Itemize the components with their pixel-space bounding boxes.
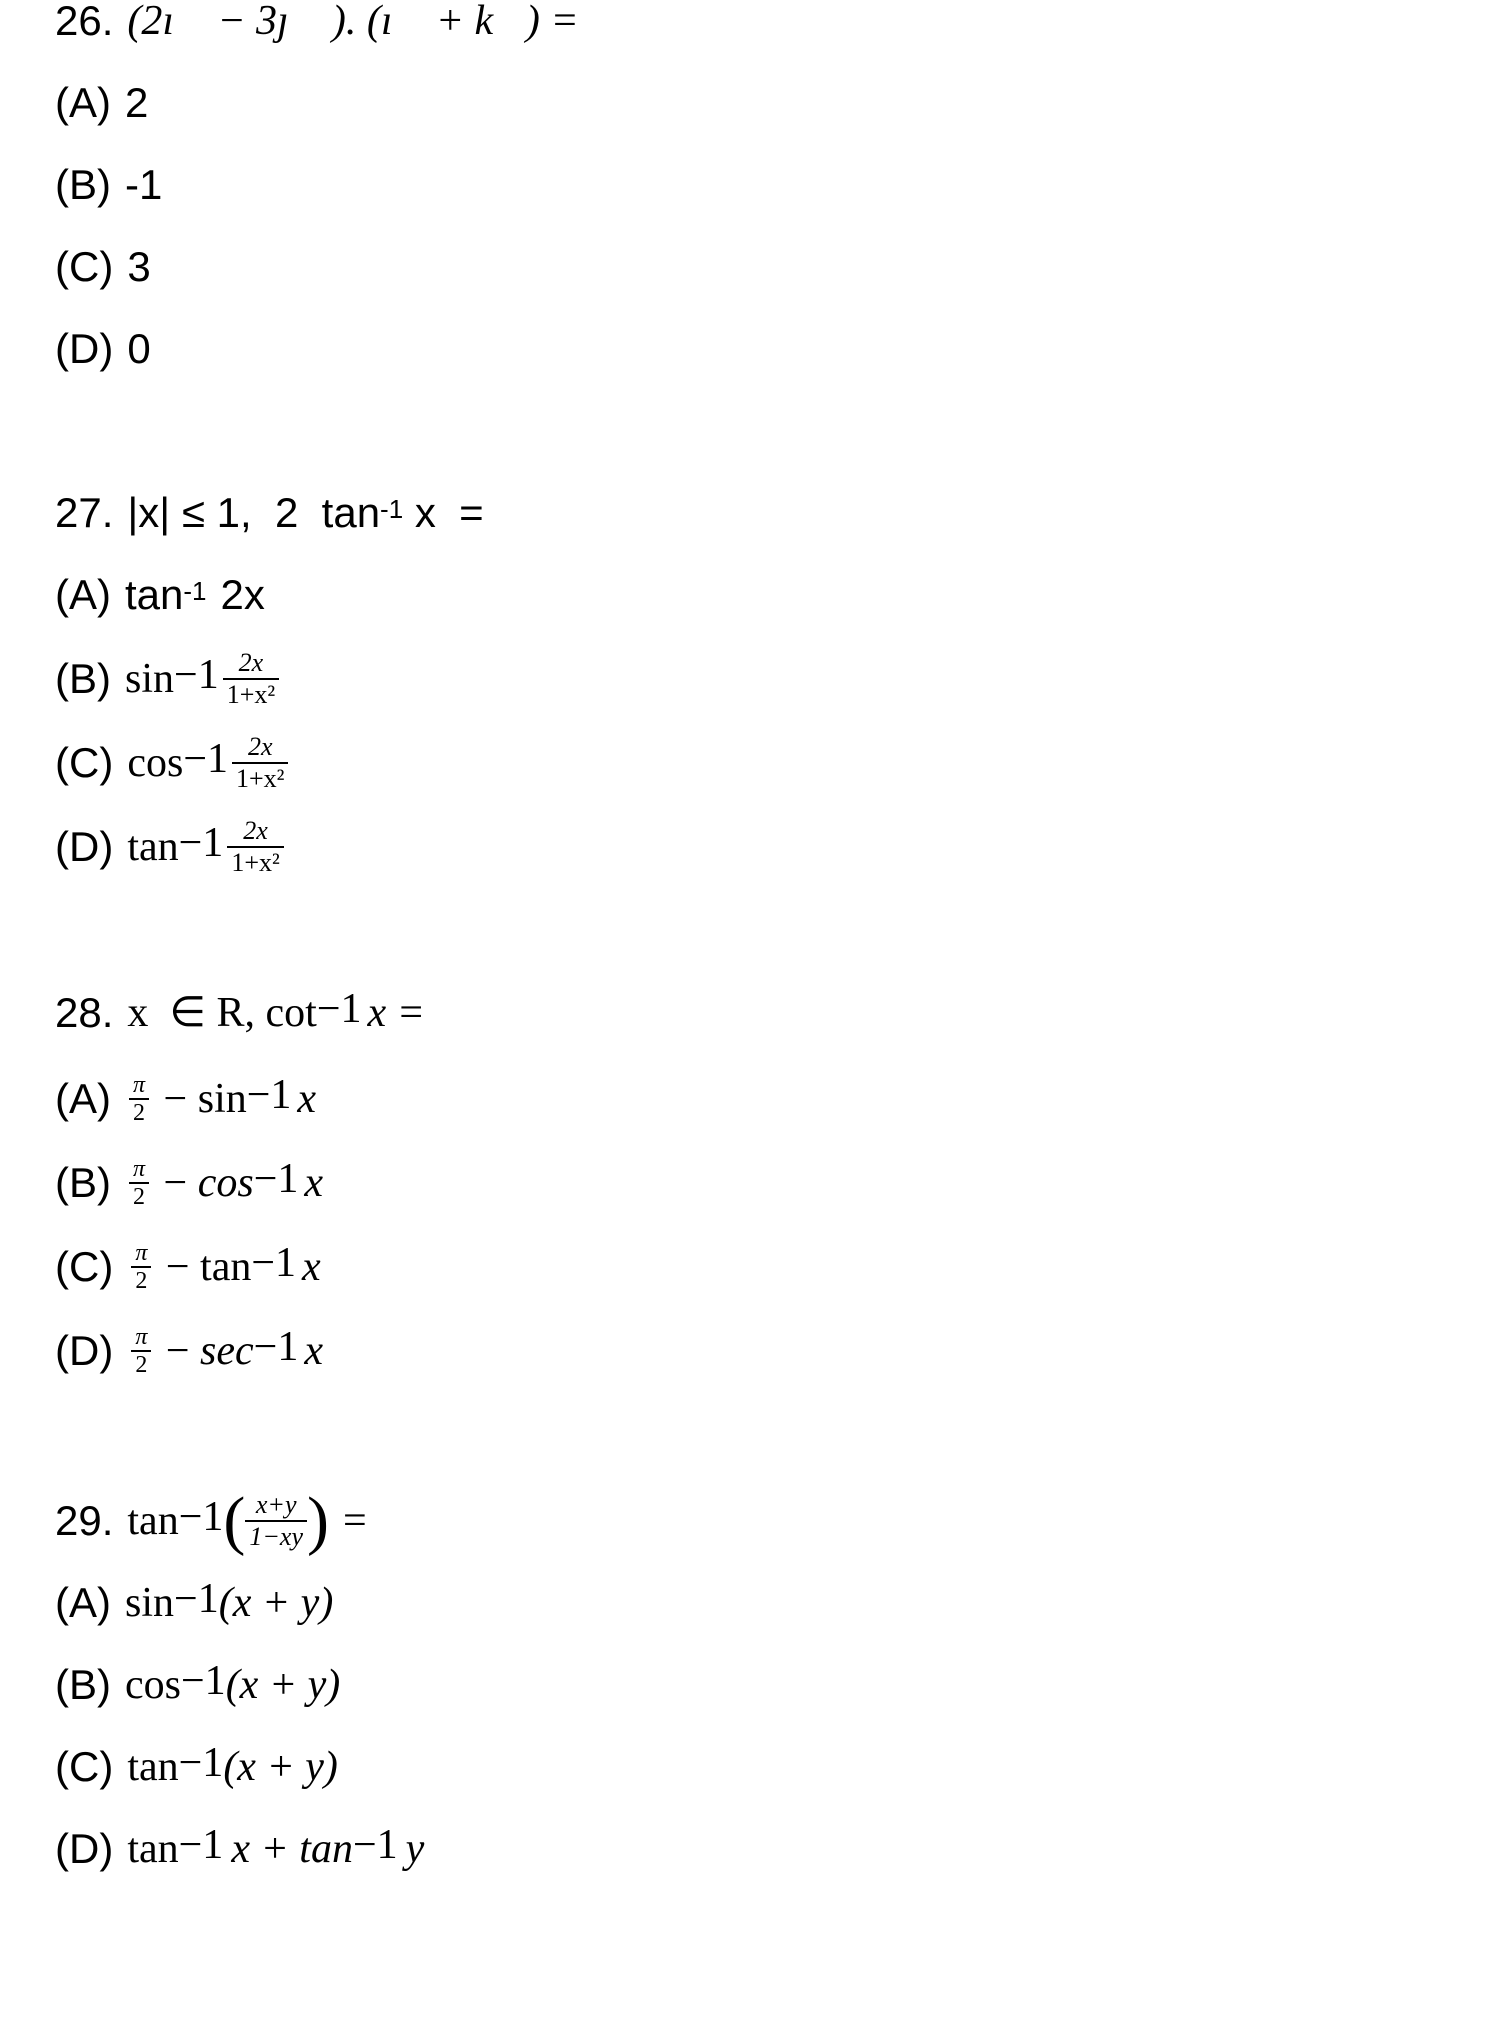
option-rest: 2x (220, 571, 265, 618)
numerator: π (133, 1156, 146, 1182)
question-29-stem: 29. tan $^{-1}$ ( $\frac{x+y}{1-xy}$ ) = (55, 1484, 367, 1557)
option-text: 3 (127, 243, 151, 290)
option-label: (B) (55, 1661, 111, 1708)
question-expression-b: x = (367, 990, 425, 1036)
option-label: (B) (55, 1159, 111, 1206)
question-expression-b: x = (403, 489, 484, 536)
option-var: x (304, 1328, 324, 1374)
denominator: 1−xy (245, 1520, 307, 1552)
option-label: (D) (55, 1327, 114, 1374)
option-fn: cos (125, 1662, 181, 1708)
fraction (131, 1240, 151, 1294)
denominator: 1+x² (223, 678, 279, 710)
option-var: x (304, 1160, 324, 1206)
option-label: (D) (55, 823, 114, 870)
option-b[interactable] (55, 160, 162, 210)
option-fn: sin (125, 656, 175, 702)
option-label: (D) (55, 325, 114, 372)
option-rest: x + tan (231, 1826, 353, 1872)
option-label: (C) (55, 243, 114, 290)
option-b[interactable]: (B) sin $^{-1}$ $\frac{2x}{\text{1+x²}}$ (55, 648, 283, 710)
option-fn: sec (200, 1328, 254, 1374)
option-fn: sin (125, 1580, 175, 1626)
option-a[interactable] (55, 78, 148, 128)
fraction (129, 1072, 149, 1126)
minus-sign: − (155, 1328, 201, 1374)
minus-sign: − (153, 1076, 198, 1122)
question-fn: tan (127, 1498, 179, 1544)
fraction (131, 1324, 151, 1378)
right-paren: ) (307, 1484, 329, 1557)
left-paren: ( (223, 1484, 246, 1557)
option-a[interactable]: (A) $\frac{\pi}{2}$ − sin $^{-1}$ x (55, 1072, 317, 1126)
numerator: π (135, 1324, 148, 1350)
option-fn: cos (127, 740, 184, 786)
question-expression-a: x ∈ R, cot (127, 990, 317, 1036)
equals-sign: = (342, 1498, 367, 1544)
question-expression: (2ı⃗ − 3ȷ⃗ ). (ı⃗ + k⃗) = (127, 0, 579, 44)
numerator: 2x (247, 732, 273, 761)
option-rest: (x + y) (218, 1580, 334, 1626)
option-label: (C) (55, 1743, 114, 1790)
option-d[interactable]: (D) $\frac{\pi}{2}$ − sec $^{-1}$ x (55, 1324, 324, 1378)
option-label: (A) (55, 1579, 111, 1626)
option-text: 0 (127, 325, 151, 372)
question-27-stem: 27. |x| ≤ 1, 2 tan $^{-1}$ x = (55, 489, 484, 536)
option-rest2: y (405, 1826, 425, 1872)
option-b[interactable]: (B) cos $^{-1}$ (x + y) (55, 1658, 341, 1708)
option-c[interactable]: (C) $\frac{\pi}{2}$ − tan $^{-1}$ x (55, 1240, 321, 1294)
option-rest: (x + y) (223, 1744, 338, 1790)
fraction (129, 1156, 149, 1210)
option-rest: (x + y) (225, 1662, 341, 1708)
question-expression-a: |x| ≤ 1, 2 tan (127, 489, 381, 536)
option-label: (A) (55, 571, 111, 618)
fraction (232, 732, 288, 794)
option-d[interactable]: (D) tan $^{-1}$ $\frac{2x}{\text{1+x²}}$ (55, 816, 288, 878)
option-label: (C) (55, 739, 114, 786)
option-var: x (302, 1244, 321, 1290)
numerator: π (133, 1072, 146, 1098)
question-number: 27. (55, 489, 114, 536)
fraction (227, 816, 283, 878)
option-fn: tan (127, 824, 179, 870)
option-fn: tan (125, 571, 184, 618)
option-fn: tan (200, 1244, 252, 1290)
option-label: (D) (55, 1825, 114, 1872)
option-c[interactable]: (C) tan $^{-1}$ (x + y) (55, 1740, 338, 1790)
denominator: 2 (129, 1182, 149, 1210)
question-number: 26. (55, 0, 114, 44)
option-label: (B) (55, 161, 111, 208)
option-label: (A) (55, 1075, 111, 1122)
option-d[interactable]: (D) tan $^{-1}$ x + tan $^{-1}$ y (55, 1822, 425, 1872)
option-label: (A) (55, 79, 111, 126)
denominator: 2 (129, 1098, 149, 1126)
minus-sign: − (155, 1244, 201, 1290)
option-label: (C) (55, 1243, 114, 1290)
denominator: 2 (131, 1350, 151, 1378)
denominator: 1+x² (227, 846, 283, 878)
question-26-stem (55, 0, 579, 46)
numerator: 2x (238, 648, 264, 677)
option-d[interactable] (55, 324, 151, 374)
option-a[interactable]: (A) sin $^{-1}$ (x + y) (55, 1576, 334, 1626)
option-fn: cos (197, 1160, 254, 1206)
numerator: π (135, 1240, 148, 1266)
question-number: 28. (55, 989, 114, 1036)
option-var: x (297, 1076, 317, 1122)
option-c[interactable] (55, 242, 151, 292)
numerator: x+y (255, 1490, 297, 1519)
option-fn: tan (127, 1744, 179, 1790)
option-b[interactable]: (B) $\frac{\pi}{2}$ − cos $^{-1}$ x (55, 1156, 324, 1210)
option-c[interactable]: (C) cos $^{-1}$ $\frac{2x}{\text{1+x²}}$ (55, 732, 292, 794)
option-label: (B) (55, 655, 111, 702)
option-text: 2 (125, 79, 149, 126)
fraction (223, 648, 279, 710)
denominator: 2 (131, 1266, 151, 1294)
fraction (245, 1490, 307, 1552)
option-text: -1 (125, 161, 163, 208)
option-fn: tan (127, 1826, 179, 1872)
question-28-stem: 28. x ∈ R, cot $^{-1}$ x = (55, 986, 425, 1036)
numerator: 2x (243, 816, 268, 845)
denominator: 1+x² (232, 762, 288, 794)
option-a[interactable]: (A) tan $^{-1}$ 2x (55, 571, 265, 618)
minus-sign: − (153, 1160, 198, 1206)
option-fn: sin (197, 1076, 247, 1122)
question-number: 29. (55, 1497, 114, 1544)
